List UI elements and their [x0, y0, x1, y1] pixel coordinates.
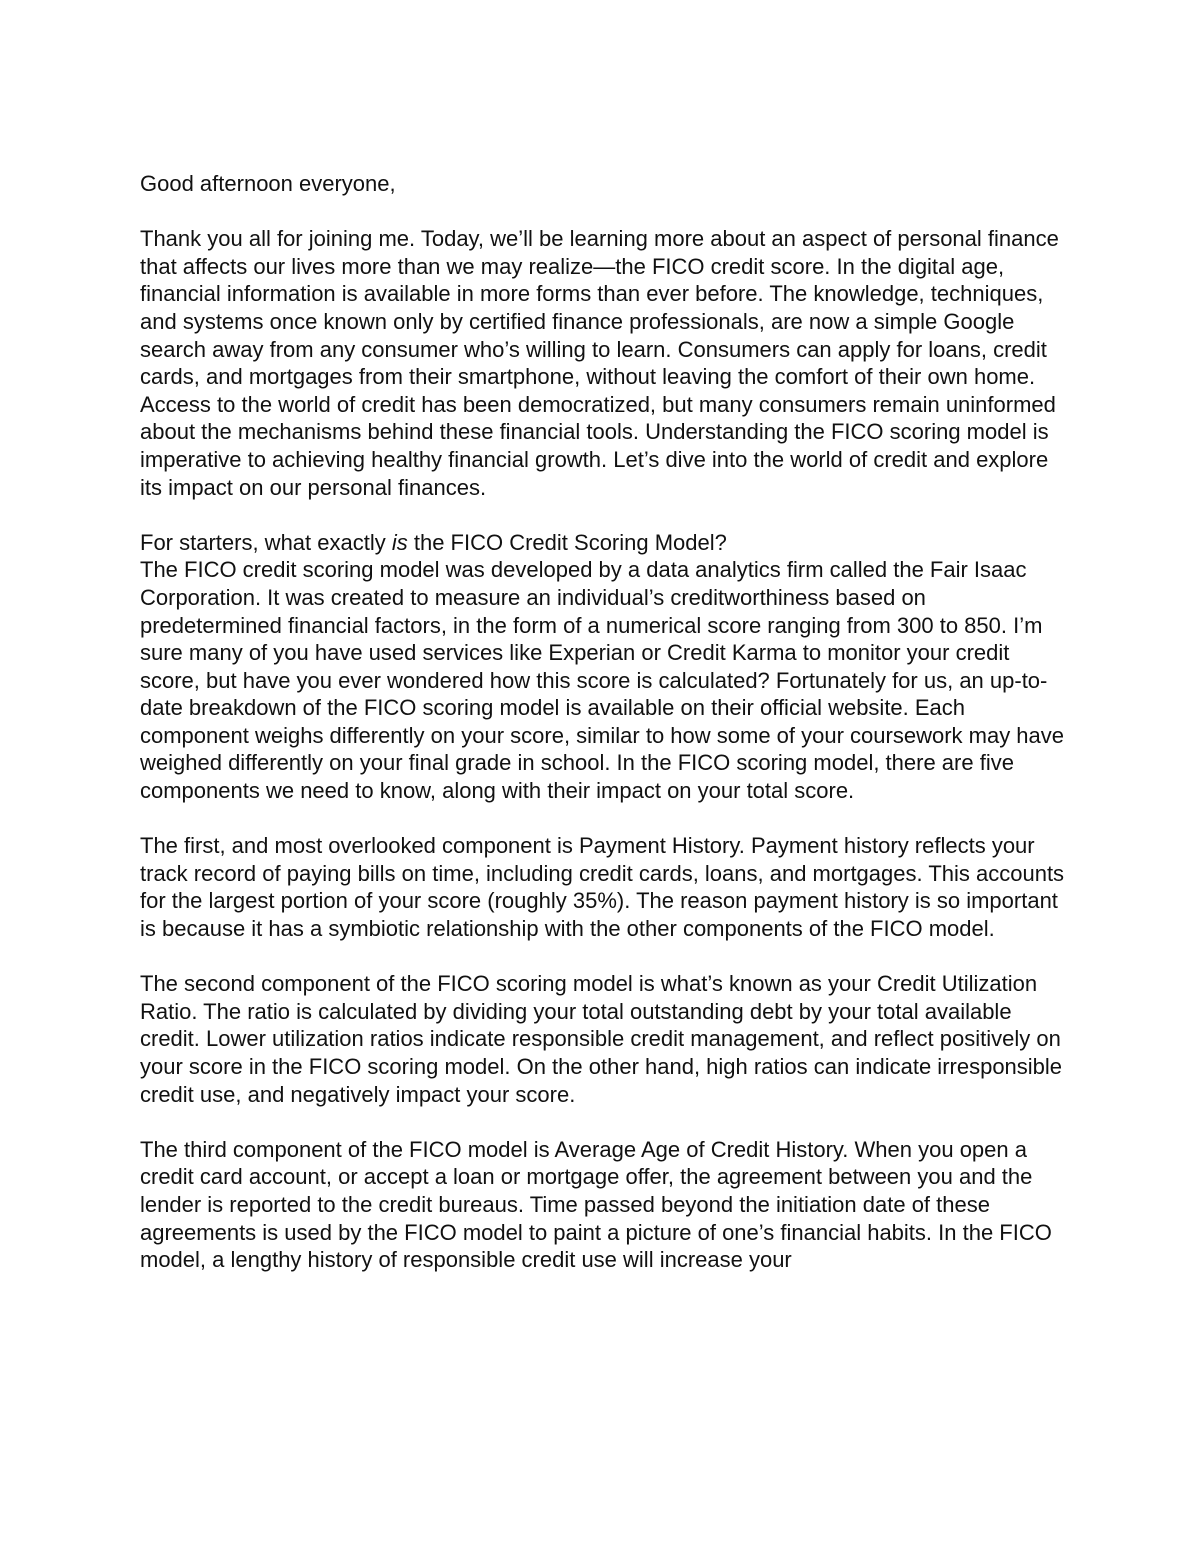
intro-paragraph: Thank you all for joining me. Today, we’ll be learning more about an aspect of personal finance that affects our lives more than we may realize—the FICO credit score. In the digital age, financial information is available in more forms than ever before. The knowledge, techniques, and systems once known only by certified finance professionals, are now a simple Google search away from any consumer who’s willing to learn. Consumers can apply for loans, credit cards, and mortgages from their smartphone, without leaving the comfort of their own home. Access to the world of credit has been democratized, but many consumers remain uninformed about the mechanisms behind these financial tools. Understanding the FICO scoring model is imperative to achieving healthy financial growth. Let’s dive into the world of credit and explore its impact on our personal finances.: [140, 226, 1059, 500]
utilization-paragraph: The second component of the FICO scoring model is what’s known as your Credit Utilization Ratio. The ratio is calculated by dividing your total outstanding debt by your total available credit. Lower utilization ratios indicate responsible credit management, and reflect positively on your score in the FICO scoring model. On the other hand, high ratios can indicate irresponsible credit use, and negatively impact your score.: [140, 971, 1063, 1107]
section-question: [140, 529, 1072, 557]
payment-history-paragraph: The first, and most overlooked component is Payment History. Payment history reflects your track record of paying bills on time, including credit cards, loans, and mortgages. This accounts for the largest portion of your score (roughly 35%). The reason payment history is so important is because it has a symbiotic relationship with the other components of the FICO model.: [140, 833, 1065, 942]
question-emphasis: is: [391, 529, 408, 555]
question-text-after: the FICO Credit Scoring Model?: [407, 529, 727, 555]
question-text-before: For starters, what exactly: [140, 529, 392, 555]
credit-age-paragraph: The third component of the FICO model is Average Age of Credit History. When you open a credit card account, or accept a loan or mortgage offer, the agreement between you and the lender is reported to the credit bureaus. Time passed beyond the initiation date of these agreements is used by the FICO model to paint a picture of one’s financial habits. In the FICO model, a lengthy history of responsible credit use will increase your: [140, 1136, 1052, 1273]
document-body: [140, 170, 1072, 1274]
definition-paragraph: The FICO credit scoring model was developed by a data analytics firm called the Fair Isaac Corporation. It was created to measure an individual’s creditworthiness based on predetermined financial factors, in the form of a numerical score ranging from 300 to 850. I’m sure many of you have used services like Experian or Credit Karma to monitor your credit score, but have you ever wondered how this score is calculated? Fortunately for us, an up-to-date breakdown of the FICO scoring model is available on their official website. Each component weighs differently on your score, similar to how some of your coursework may have weighed differently on your final grade in school. In the FICO scoring model, there are five components we need to know, along with their impact on your total score.: [140, 557, 1065, 804]
greeting-line: Good afternoon everyone,: [140, 171, 396, 196]
